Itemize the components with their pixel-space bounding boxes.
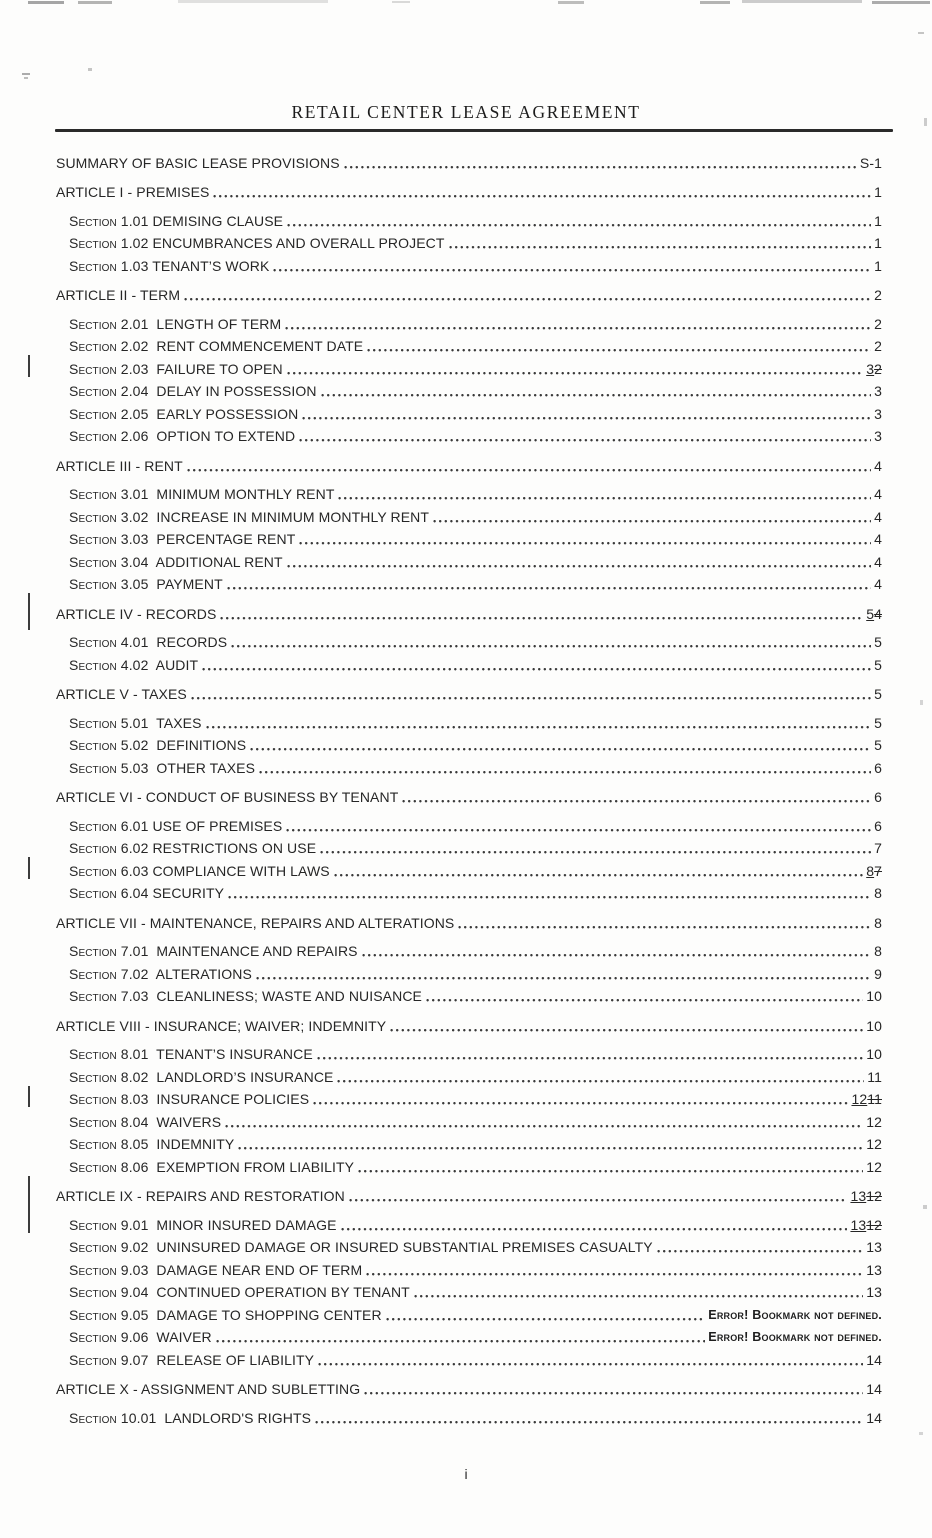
dot-leader	[231, 643, 871, 649]
dot-leader	[338, 495, 871, 501]
dot-leader	[317, 1055, 863, 1061]
toc-entry-label: SUMMARY OF BASIC LEASE PROVISIONS	[56, 154, 340, 171]
toc-entry-page: 6	[874, 759, 882, 776]
dot-leader	[256, 975, 871, 981]
toc-entry	[56, 1012, 882, 1035]
toc-entry-label: Section 1.02 ENCUMBRANCES AND OVERALL PROJECT	[69, 235, 445, 251]
dot-leader	[286, 827, 871, 833]
toc-entry-label: Section 3.02 INCREASE IN MINIMUM MONTHLY RENT	[69, 508, 430, 525]
toc-entry-label: Section 3.04 ADDITIONAL RENT	[69, 553, 283, 570]
dot-leader	[320, 849, 871, 855]
toc-entry-page: 1312	[850, 1216, 882, 1233]
toc-entry-page: 5	[874, 686, 882, 702]
toc-entry-page: 6	[874, 789, 882, 805]
table-of-contents	[56, 142, 882, 1427]
dot-leader	[227, 585, 871, 591]
toc-entry-page: Error! Bookmark not defined.	[708, 1330, 882, 1344]
dot-leader	[449, 244, 872, 250]
toc-entry-label: Section 2.05 EARLY POSSESSION	[69, 405, 299, 422]
toc-entry-page: 12	[866, 1136, 882, 1152]
toc-entry-label: ARTICLE II - TERM	[56, 287, 181, 303]
toc-entry-label: Section 8.02 LANDLORD’S INSURANCE	[69, 1068, 334, 1085]
toc-entry	[56, 378, 882, 401]
toc-entry	[56, 548, 882, 571]
toc-entry	[56, 1404, 882, 1427]
dot-leader	[386, 1316, 706, 1322]
dot-leader	[344, 164, 857, 170]
toc-entry-label: Section 1.03 TENANT’S WORK	[69, 257, 270, 274]
dot-leader	[341, 1226, 848, 1232]
toc-entry	[56, 812, 882, 835]
toc-entry	[56, 207, 882, 230]
dot-leader	[402, 798, 871, 804]
toc-entry-label: Section 1.01 DEMISING CLAUSE	[69, 212, 284, 229]
dot-leader	[334, 872, 864, 878]
toc-entry-label: Section 6.01 USE OF PREMISES	[69, 817, 283, 834]
footer-page-number: i	[464, 1466, 468, 1482]
dot-leader	[657, 1248, 863, 1254]
toc-entry-label: Section 2.06 OPTION TO EXTEND	[69, 428, 296, 444]
toc-entry-page: 4	[874, 508, 882, 525]
toc-entry-page: 8	[874, 943, 882, 959]
toc-entry-label: Section 5.02 DEFINITIONS	[69, 737, 247, 753]
toc-entry-label: Section 9.06 WAIVER	[69, 1329, 212, 1345]
toc-entry	[56, 355, 882, 378]
dot-leader	[321, 392, 872, 398]
toc-entry-label: Section 4.01 RECORDS	[69, 634, 228, 650]
toc-entry-label: Section 3.05 PAYMENT	[69, 576, 223, 592]
dot-leader	[184, 296, 871, 302]
dot-leader	[191, 695, 871, 701]
toc-entry-label: Section 7.03 CLEANLINESS; WASTE AND NUISANCE	[69, 988, 422, 1004]
toc-entry-page: 2	[874, 287, 882, 303]
dot-leader	[206, 724, 872, 730]
toc-entry	[56, 503, 882, 526]
dot-leader	[458, 924, 871, 930]
toc-entry-page: 9	[874, 965, 882, 982]
toc-entry	[56, 526, 882, 549]
dot-leader	[285, 325, 871, 331]
dot-leader	[238, 1145, 863, 1151]
toc-entry	[56, 1063, 882, 1086]
toc-entry-label: Section 2.04 DELAY IN POSSESSION	[69, 383, 317, 399]
dot-leader	[302, 415, 871, 421]
toc-entry	[56, 400, 882, 423]
toc-entry	[56, 784, 882, 807]
toc-entry	[56, 1376, 882, 1399]
toc-entry	[56, 1211, 882, 1234]
toc-entry-label: Section 9.07 RELEASE OF LIABILITY	[69, 1351, 315, 1368]
toc-entry-page: 8	[874, 885, 882, 901]
toc-entry-page: 1	[874, 235, 882, 251]
toc-entry-page: 12	[866, 1158, 882, 1175]
toc-entry-page: 3	[874, 383, 882, 399]
toc-entry-label: Section 7.01 MAINTENANCE AND REPAIRS	[69, 943, 358, 959]
toc-entry-page: 1312	[850, 1188, 882, 1204]
toc-entry	[56, 333, 882, 356]
toc-entry-page: 5	[874, 634, 882, 650]
toc-entry	[56, 938, 882, 961]
toc-entry-page: 1	[874, 212, 882, 229]
toc-entry-label: Section 7.02 ALTERATIONS	[69, 965, 252, 982]
toc-entry-label: Section 6.04 SECURITY	[69, 885, 225, 901]
dot-leader	[433, 518, 871, 524]
dot-leader	[337, 1078, 864, 1084]
dot-leader	[273, 267, 871, 273]
toc-entry	[56, 571, 882, 594]
toc-entry-label: Section 8.01 TENANT’S INSURANCE	[69, 1046, 313, 1062]
toc-entry	[56, 629, 882, 652]
dot-leader	[315, 1419, 863, 1425]
toc-entry-label: Section 9.01 MINOR INSURED DAMAGE	[69, 1216, 337, 1233]
toc-entry-page: 4	[874, 553, 882, 570]
toc-entry-page: 3	[874, 405, 882, 422]
toc-entry-label: Section 8.05 INDEMNITY	[69, 1136, 235, 1152]
toc-entry	[56, 282, 882, 305]
toc-entry-label: ARTICLE VI - CONDUCT OF BUSINESS BY TENANT	[56, 789, 399, 805]
dot-leader	[362, 952, 871, 958]
dot-leader	[349, 1197, 848, 1203]
dot-leader	[367, 347, 871, 353]
dot-leader	[187, 467, 871, 473]
toc-entry-page: 1211	[851, 1091, 882, 1107]
toc-entry-label: ARTICLE I - PREMISES	[56, 184, 210, 200]
toc-entry-label: Section 8.04 WAIVERS	[69, 1113, 222, 1130]
dot-leader	[259, 769, 871, 775]
toc-entry-label: Section 5.01 TAXES	[69, 714, 202, 731]
toc-entry-label: Section 9.02 UNINSURED DAMAGE OR INSURED SUBSTANTIAL PREMISES CASUALTY	[69, 1239, 653, 1255]
toc-entry-page: 5	[874, 714, 882, 731]
toc-entry	[56, 600, 882, 623]
dot-leader	[287, 563, 871, 569]
toc-entry-page: 5	[874, 737, 882, 753]
toc-entry-label: Section 3.03 PERCENTAGE RENT	[69, 531, 296, 547]
toc-entry-label: Section 9.05 DAMAGE TO SHOPPING CENTER	[69, 1306, 382, 1323]
dot-leader	[228, 894, 871, 900]
toc-entry	[56, 230, 882, 253]
toc-entry-page: 7	[874, 840, 882, 856]
toc-entry	[56, 1346, 882, 1369]
toc-entry-page: 4	[874, 486, 882, 502]
toc-entry-page: 14	[866, 1409, 882, 1426]
toc-entry-page: 10	[866, 1017, 882, 1034]
dot-leader	[414, 1293, 863, 1299]
toc-entry	[56, 1256, 882, 1279]
dot-leader	[426, 997, 863, 1003]
dot-leader	[313, 1100, 848, 1106]
toc-entry-label: Section 2.03 FAILURE TO OPEN	[69, 360, 283, 377]
toc-entry	[56, 709, 882, 732]
dot-leader	[220, 615, 863, 621]
toc-entry-page: 1	[874, 257, 882, 274]
toc-entry-page: 12	[866, 1113, 882, 1130]
toc-entry	[56, 651, 882, 674]
toc-entry	[56, 983, 882, 1006]
dot-leader	[216, 1338, 705, 1344]
toc-entry	[56, 452, 882, 475]
toc-entry	[56, 423, 882, 446]
dot-leader	[358, 1168, 863, 1174]
dot-leader	[299, 437, 871, 443]
toc-entry	[56, 149, 882, 172]
toc-entry-label: Section 5.03 OTHER TAXES	[69, 759, 256, 776]
toc-entry-label: Section 8.06 EXEMPTION FROM LIABILITY	[69, 1158, 355, 1175]
toc-entry-page: 13	[866, 1239, 882, 1255]
toc-entry-label: Section 6.03 COMPLIANCE WITH LAWS	[69, 862, 330, 879]
toc-entry-label: Section 6.02 RESTRICTIONS ON USE	[69, 840, 317, 856]
toc-entry	[56, 880, 882, 903]
toc-entry-label: Section 2.01 LENGTH OF TERM	[69, 315, 282, 332]
toc-entry	[56, 960, 882, 983]
toc-entry	[56, 909, 882, 932]
toc-entry-label: Section 4.02 AUDIT	[69, 656, 199, 673]
toc-entry	[56, 1131, 882, 1154]
toc-entry	[56, 1108, 882, 1131]
dot-leader	[318, 1361, 863, 1367]
toc-entry	[56, 857, 882, 880]
toc-entry-page: 6	[874, 817, 882, 834]
toc-entry-label: Section 9.04 CONTINUED OPERATION BY TENANT	[69, 1284, 410, 1300]
toc-entry-page: 11	[867, 1068, 882, 1085]
toc-entry-page: 54	[866, 605, 882, 622]
toc-entry-page: 3	[874, 428, 882, 444]
dot-leader	[225, 1123, 863, 1129]
dot-leader	[299, 540, 871, 546]
dot-leader	[202, 666, 871, 672]
dot-leader	[213, 193, 871, 199]
dot-leader	[390, 1027, 863, 1033]
toc-entry	[56, 481, 882, 504]
dot-leader	[287, 370, 864, 376]
toc-entry	[56, 1279, 882, 1302]
toc-entry-label: ARTICLE IV - RECORDS	[56, 605, 217, 622]
toc-entry	[56, 1153, 882, 1176]
toc-entry-page: 4	[874, 531, 882, 547]
toc-entry	[56, 179, 882, 202]
toc-entry	[56, 1324, 882, 1347]
toc-entry-page: 13	[866, 1261, 882, 1278]
toc-entry-label: ARTICLE VIII - INSURANCE; WAIVER; INDEMNITY	[56, 1017, 387, 1034]
dot-leader	[250, 746, 871, 752]
toc-entry	[56, 1234, 882, 1257]
toc-entry-page: 2	[874, 315, 882, 332]
title-underline-rule	[55, 129, 893, 132]
toc-entry-page: 14	[866, 1351, 882, 1368]
toc-entry-page: 5	[874, 656, 882, 673]
toc-entry-label: ARTICLE V - TAXES	[56, 686, 187, 702]
toc-entry-page: Error! Bookmark not defined.	[708, 1307, 882, 1322]
document-title: RETAIL CENTER LEASE AGREEMENT	[291, 102, 641, 122]
toc-entry-page: 10	[866, 988, 882, 1004]
toc-entry-label: ARTICLE IX - REPAIRS AND RESTORATION	[56, 1188, 345, 1204]
toc-entry	[56, 732, 882, 755]
toc-entry-page: 1	[874, 184, 882, 200]
toc-entry	[56, 1183, 882, 1206]
toc-entry-label: Section 2.02 RENT COMMENCEMENT DATE	[69, 338, 364, 354]
toc-entry-page: 4	[874, 576, 882, 592]
toc-entry-label: Section 10.01 LANDLORD'S RIGHTS	[69, 1409, 312, 1426]
toc-entry-page: 4	[874, 457, 882, 474]
toc-entry	[56, 835, 882, 858]
toc-entry-page: S-1	[859, 154, 882, 171]
toc-entry	[56, 681, 882, 704]
dot-leader	[364, 1390, 863, 1396]
toc-entry	[56, 754, 882, 777]
toc-entry-page: 32	[866, 360, 882, 377]
toc-entry	[56, 1041, 882, 1064]
toc-entry-page: 8	[874, 914, 882, 931]
toc-entry	[56, 1301, 882, 1324]
toc-entry-label: Section 8.03 INSURANCE POLICIES	[69, 1091, 310, 1107]
toc-entry-page: 10	[866, 1046, 882, 1062]
toc-entry	[56, 252, 882, 275]
toc-entry	[56, 1086, 882, 1109]
toc-entry-page: 14	[866, 1381, 882, 1397]
toc-entry-page: 87	[866, 862, 882, 879]
toc-entry-label: ARTICLE X - ASSIGNMENT AND SUBLETTING	[56, 1381, 361, 1397]
dot-leader	[366, 1271, 863, 1277]
toc-entry	[56, 310, 882, 333]
toc-entry-label: ARTICLE III - RENT	[56, 457, 183, 474]
toc-entry-page: 13	[866, 1284, 882, 1300]
toc-entry-label: Section 3.01 MINIMUM MONTHLY RENT	[69, 486, 335, 502]
toc-entry-label: ARTICLE VII - MAINTENANCE, REPAIRS AND ALTERATIONS	[56, 914, 455, 931]
toc-entry-page: 2	[874, 338, 882, 354]
dot-leader	[287, 222, 871, 228]
toc-entry-label: Section 9.03 DAMAGE NEAR END OF TERM	[69, 1261, 363, 1278]
